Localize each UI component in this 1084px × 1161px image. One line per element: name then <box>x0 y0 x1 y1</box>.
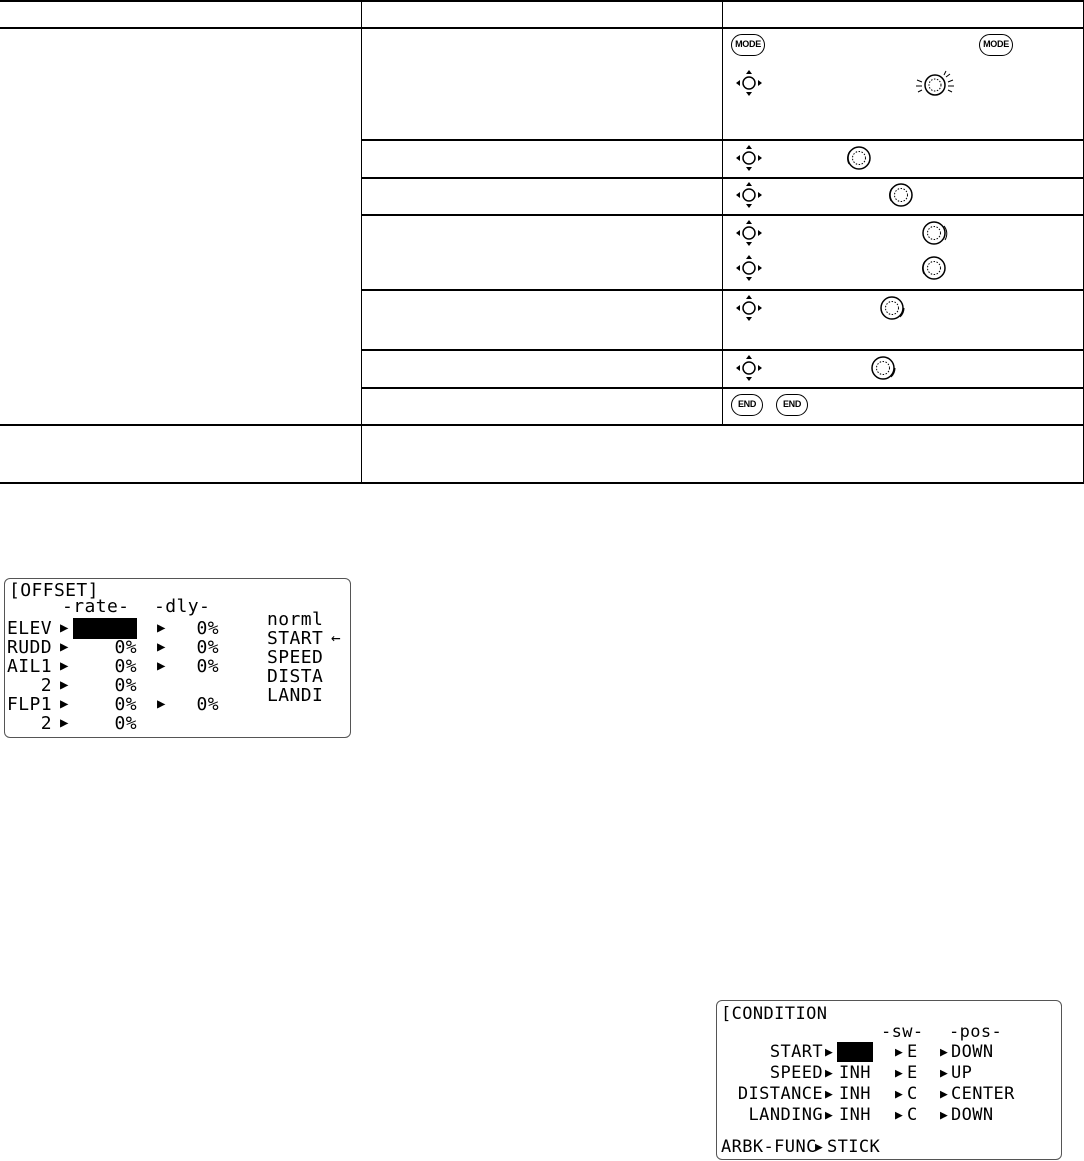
column-header-rate: -rate- <box>62 596 130 617</box>
rate-value[interactable]: 0% <box>73 618 137 639</box>
table-row-rule <box>0 424 1084 426</box>
select-arrow-icon: ▶ <box>60 715 69 731</box>
column-header-pos: -pos- <box>949 1022 1003 1042</box>
column-header-sw: -sw- <box>881 1022 924 1042</box>
dly-value[interactable]: 0% <box>196 694 219 715</box>
rotary-dial-icon <box>920 254 950 282</box>
channel-label: ELEV <box>7 618 52 639</box>
rotary-dial-pressed-icon <box>914 68 956 100</box>
table-top-rule <box>0 0 1084 2</box>
condition-position[interactable]: DOWN <box>951 1042 994 1062</box>
rate-value[interactable]: 0% <box>114 656 137 677</box>
condition-state[interactable]: INH <box>839 1042 871 1062</box>
column-header-dly: -dly- <box>154 596 211 617</box>
direction-pad-icon <box>735 294 763 322</box>
select-arrow-icon: ▶ <box>60 677 69 693</box>
current-condition-arrow-icon: ← <box>331 628 342 647</box>
instruction-table <box>0 0 1084 484</box>
rotary-dial-icon <box>878 294 908 324</box>
condition-position[interactable]: DOWN <box>951 1105 994 1125</box>
direction-pad-icon <box>735 219 763 247</box>
condition-state[interactable]: INH <box>839 1063 871 1083</box>
end-button-icon: END <box>731 394 763 416</box>
channel-label: RUDD <box>7 637 52 658</box>
table-bottom-rule <box>0 482 1084 484</box>
channel-label: AIL1 <box>7 656 52 677</box>
rotary-dial-icon <box>887 181 915 209</box>
select-arrow-icon: ▶ <box>940 1045 949 1060</box>
condition-lcd-screen <box>716 1000 1062 1160</box>
select-arrow-icon: ▶ <box>60 620 69 636</box>
rate-value[interactable]: 0% <box>114 694 137 715</box>
condition-item[interactable]: START <box>267 628 324 649</box>
condition-switch[interactable]: C <box>907 1105 918 1125</box>
select-arrow-icon: ▶ <box>895 1045 904 1060</box>
condition-item[interactable]: SPEED <box>267 647 324 668</box>
offset-row[interactable] <box>5 675 255 695</box>
select-arrow-icon: ▶ <box>157 658 166 674</box>
table-header-rule <box>0 27 1084 29</box>
condition-item[interactable]: DISTA <box>267 666 324 687</box>
select-arrow-icon: ▶ <box>940 1066 949 1081</box>
select-arrow-icon: ▶ <box>895 1087 904 1102</box>
condition-name: LANDING <box>748 1105 823 1125</box>
table-col-divider <box>361 0 362 484</box>
condition-name: SPEED <box>769 1063 823 1083</box>
channel-label: 2 <box>7 675 52 696</box>
select-arrow-icon: ▶ <box>157 639 166 655</box>
rate-value[interactable]: 0% <box>114 675 137 696</box>
table-col-divider <box>722 0 723 425</box>
offset-row[interactable] <box>5 694 255 714</box>
condition-name: START <box>769 1042 823 1062</box>
select-arrow-icon: ▶ <box>895 1066 904 1081</box>
select-arrow-icon: ▶ <box>60 658 69 674</box>
channel-label: FLP1 <box>7 694 52 715</box>
condition-state[interactable]: INH <box>839 1105 871 1125</box>
direction-pad-icon <box>735 69 763 97</box>
condition-name: DISTANCE <box>737 1084 823 1104</box>
screen-title: [OFFSET] <box>9 580 99 601</box>
select-arrow-icon: ▶ <box>825 1066 834 1081</box>
condition-state[interactable]: INH <box>839 1084 871 1104</box>
condition-item[interactable]: norml <box>267 609 324 630</box>
condition-switch[interactable]: E <box>907 1042 918 1062</box>
select-arrow-icon: ▶ <box>60 639 69 655</box>
direction-pad-icon <box>735 254 763 282</box>
direction-pad-icon <box>735 354 763 382</box>
rate-value[interactable]: 0% <box>114 637 137 658</box>
mode-button-icon: MODE <box>731 34 765 56</box>
offset-row[interactable] <box>5 713 255 733</box>
offset-row[interactable] <box>5 637 255 657</box>
select-arrow-icon: ▶ <box>157 696 166 712</box>
select-arrow-icon: ▶ <box>895 1108 904 1123</box>
offset-lcd-screen <box>4 578 351 738</box>
screen-title: [CONDITION <box>721 1004 828 1024</box>
condition-position[interactable]: UP <box>951 1063 973 1083</box>
rotary-dial-icon <box>869 354 899 384</box>
dly-value[interactable]: 0% <box>196 618 219 639</box>
rotary-dial-icon <box>920 219 950 247</box>
condition-switch[interactable]: E <box>907 1063 918 1083</box>
direction-pad-icon <box>735 144 763 172</box>
mode-button-icon: MODE <box>979 34 1013 56</box>
direction-pad-icon <box>735 181 763 209</box>
airbrake-function-value[interactable]: STICK <box>827 1137 881 1157</box>
condition-row[interactable] <box>717 1105 1057 1126</box>
end-button-icon: END <box>776 394 808 416</box>
select-arrow-icon: ▶ <box>157 620 166 636</box>
select-arrow-icon: ▶ <box>815 1140 824 1155</box>
offset-row[interactable] <box>5 618 255 638</box>
dly-value[interactable]: 0% <box>196 656 219 677</box>
select-arrow-icon: ▶ <box>825 1045 834 1060</box>
condition-position[interactable]: CENTER <box>951 1084 1015 1104</box>
rate-value[interactable]: 0% <box>114 713 137 734</box>
select-arrow-icon: ▶ <box>940 1108 949 1123</box>
select-arrow-icon: ▶ <box>825 1087 834 1102</box>
condition-row[interactable] <box>717 1084 1057 1105</box>
channel-label: 2 <box>7 713 52 734</box>
select-arrow-icon: ▶ <box>60 696 69 712</box>
offset-row[interactable] <box>5 656 255 676</box>
dly-value[interactable]: 0% <box>196 637 219 658</box>
condition-switch[interactable]: C <box>907 1084 918 1104</box>
rotary-dial-icon <box>845 144 873 172</box>
condition-row[interactable] <box>717 1063 1057 1084</box>
condition-row[interactable] <box>717 1042 1057 1063</box>
select-arrow-icon: ▶ <box>825 1108 834 1123</box>
airbrake-function-label: ARBK-FUNC <box>721 1137 817 1157</box>
condition-item[interactable]: LANDI <box>267 685 324 706</box>
select-arrow-icon: ▶ <box>940 1087 949 1102</box>
